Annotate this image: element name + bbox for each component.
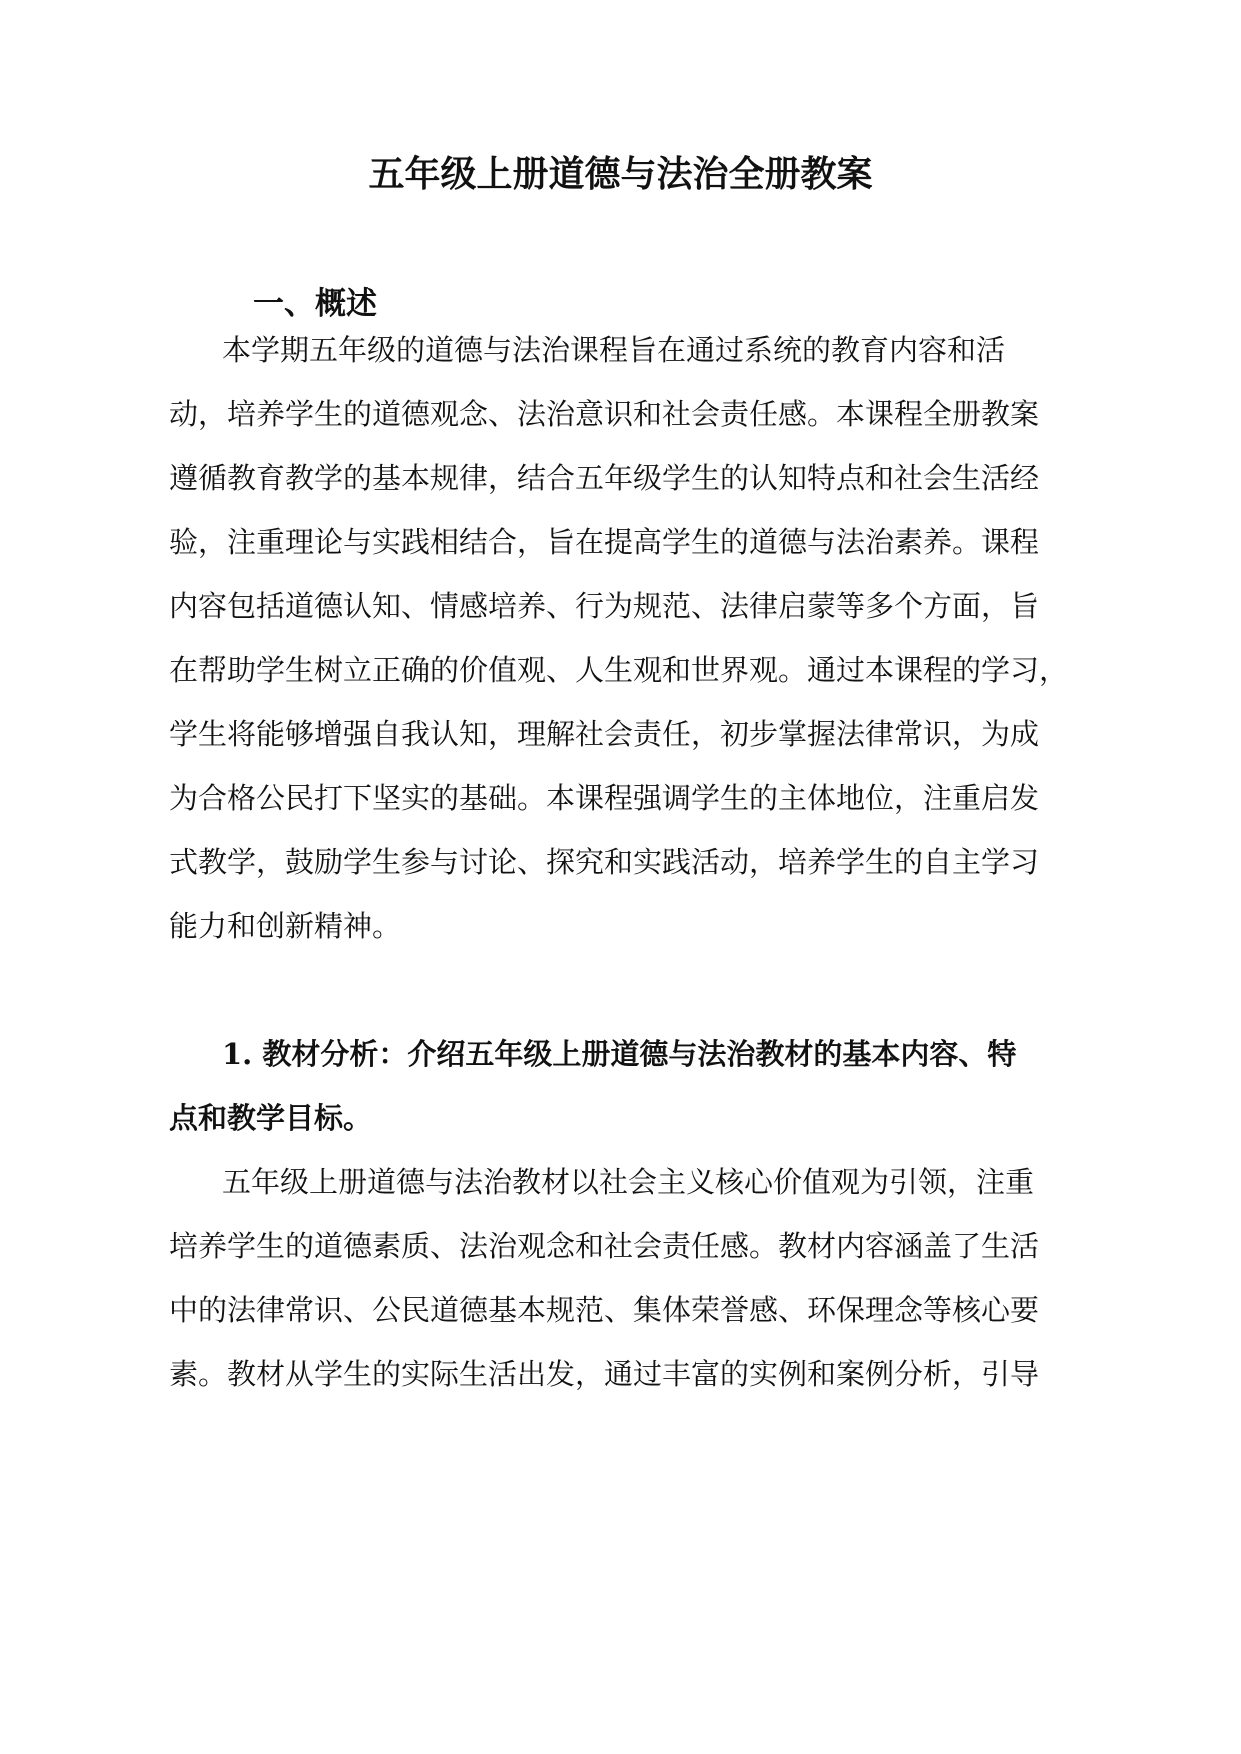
paragraph-line: 式教学，鼓励学生参与讨论、探究和实践活动，培养学生的自主学习 xyxy=(169,845,1040,879)
paragraph-line: 为合格公民打下坚实的基础。本课程强调学生的主体地位，注重启发 xyxy=(169,781,1040,815)
paragraph-line: 内容包括道德认知、情感培养、行为规范、法律启蒙等多个方面，旨 xyxy=(169,589,1040,623)
paragraph-line: 五年级上册道德与法治教材以社会主义核心价值观为引领，注重 xyxy=(222,1165,1035,1199)
paragraph-line: 在帮助学生树立正确的价值观、人生观和世界观。通过本课程的学习， xyxy=(169,653,1069,687)
paragraph-line: 本学期五年级的道德与法治课程旨在通过系统的教育内容和活 xyxy=(222,333,1006,367)
paragraph-line: 能力和创新精神。 xyxy=(169,909,402,943)
document-title: 五年级上册道德与法治全册教案 xyxy=(368,153,873,195)
paragraph-line: 验，注重理论与实践相结合，旨在提高学生的道德与法治素养。课程 xyxy=(169,525,1040,559)
subsection-heading-line: 点和教学目标。 xyxy=(169,1101,373,1135)
paragraph-line: 遵循教育教学的基本规律，结合五年级学生的认知特点和社会生活经 xyxy=(169,461,1040,495)
paragraph-line: 培养学生的道德素质、法治观念和社会责任感。教材内容涵盖了生活 xyxy=(169,1229,1040,1263)
paragraph-line: 动，培养学生的道德观念、法治意识和社会责任感。本课程全册教案 xyxy=(169,397,1040,431)
paragraph-line: 中的法律常识、公民道德基本规范、集体荣誉感、环保理念等核心要 xyxy=(169,1293,1040,1327)
paragraph-line: 素。教材从学生的实际生活出发，通过丰富的实例和案例分析，引导 xyxy=(169,1357,1040,1391)
subsection-heading-line: 1. 教材分析：介绍五年级上册道德与法治教材的基本内容、特 xyxy=(222,1037,1017,1071)
section-heading-overview: 一、概述 xyxy=(253,286,377,322)
paragraph-line: 学生将能够增强自我认知，理解社会责任，初步掌握法律常识，为成 xyxy=(169,717,1040,751)
